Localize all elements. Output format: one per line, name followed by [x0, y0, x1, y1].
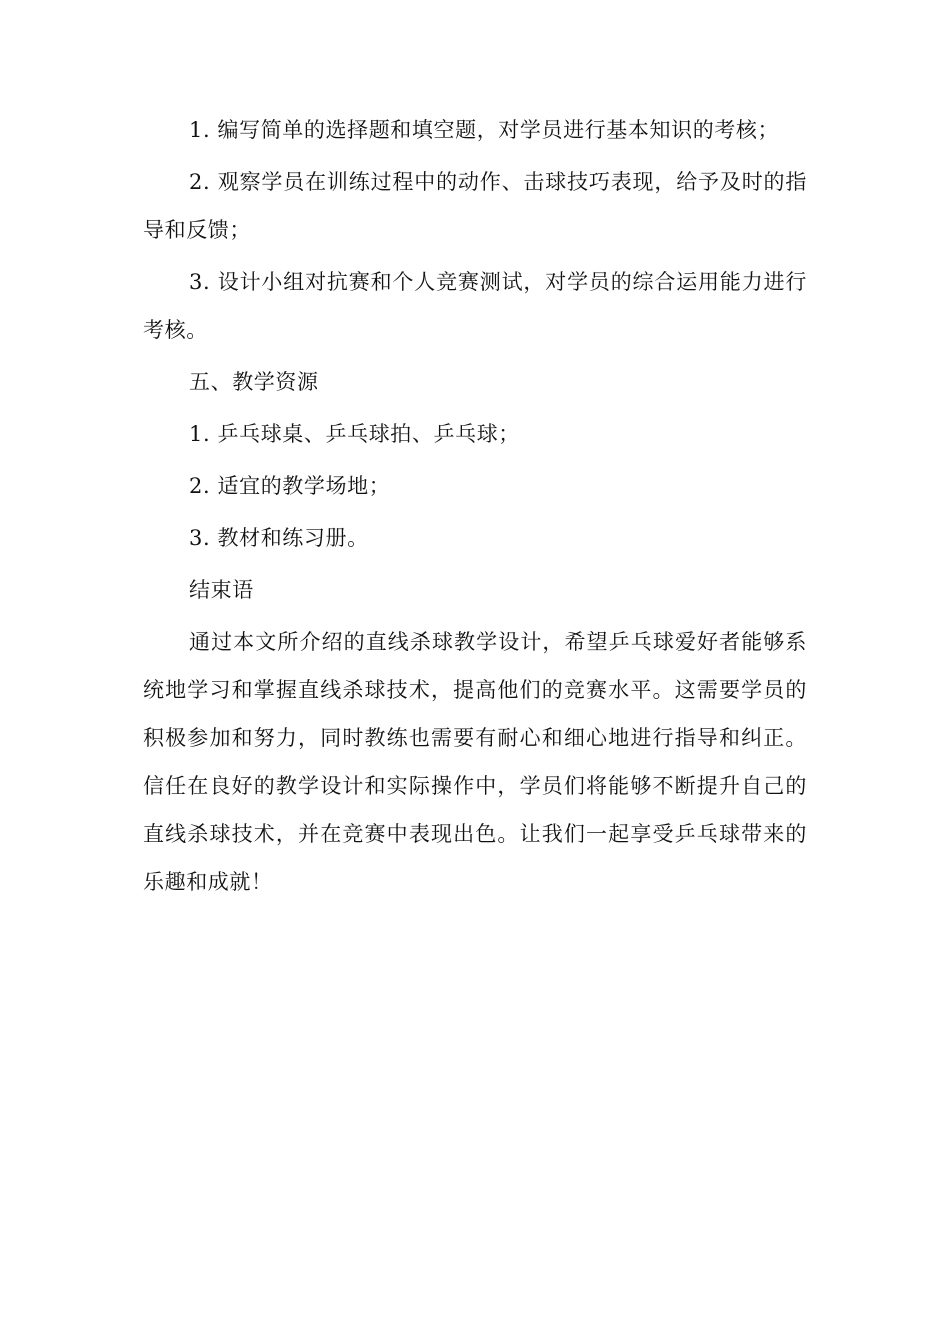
- conclusion-paragraph: 通过本文所介绍的直线杀球教学设计，希望乒乓球爱好者能够系统地学习和掌握直线杀球技术，提高他们的竞赛水平。这需要学员的积极参加和努力，同时教练也需要有耐心和细心地进行指导和纠正。信任在良好的教学设计和实际操作中，学员们将能够不断提升自己的直线杀球技术，并在竞赛中表现出色。让我们一起享受乒乓球带来的乐趣和成就！: [143, 630, 807, 894]
- resource-item-1: 1. 乒乓球桌、乒乓球拍、乒乓球；: [189, 422, 520, 446]
- assessment-item-1: 1. 编写简单的选择题和填空题，对学员进行基本知识的考核；: [189, 118, 780, 142]
- resource-item-2: 2. 适宜的教学场地；: [189, 474, 391, 498]
- assessment-item-3: 3. 设计小组对抗赛和个人竞赛测试，对学员的综合运用能力进行考核。: [143, 270, 807, 342]
- section-heading-resources: 五、教学资源: [189, 370, 319, 394]
- document-body: [143, 106, 807, 910]
- section-heading-conclusion: 结束语: [189, 578, 254, 602]
- assessment-item-2: 2. 观察学员在训练过程中的动作、击球技巧表现，给予及时的指导和反馈；: [143, 170, 807, 242]
- resource-item-3: 3. 教材和练习册。: [189, 526, 369, 550]
